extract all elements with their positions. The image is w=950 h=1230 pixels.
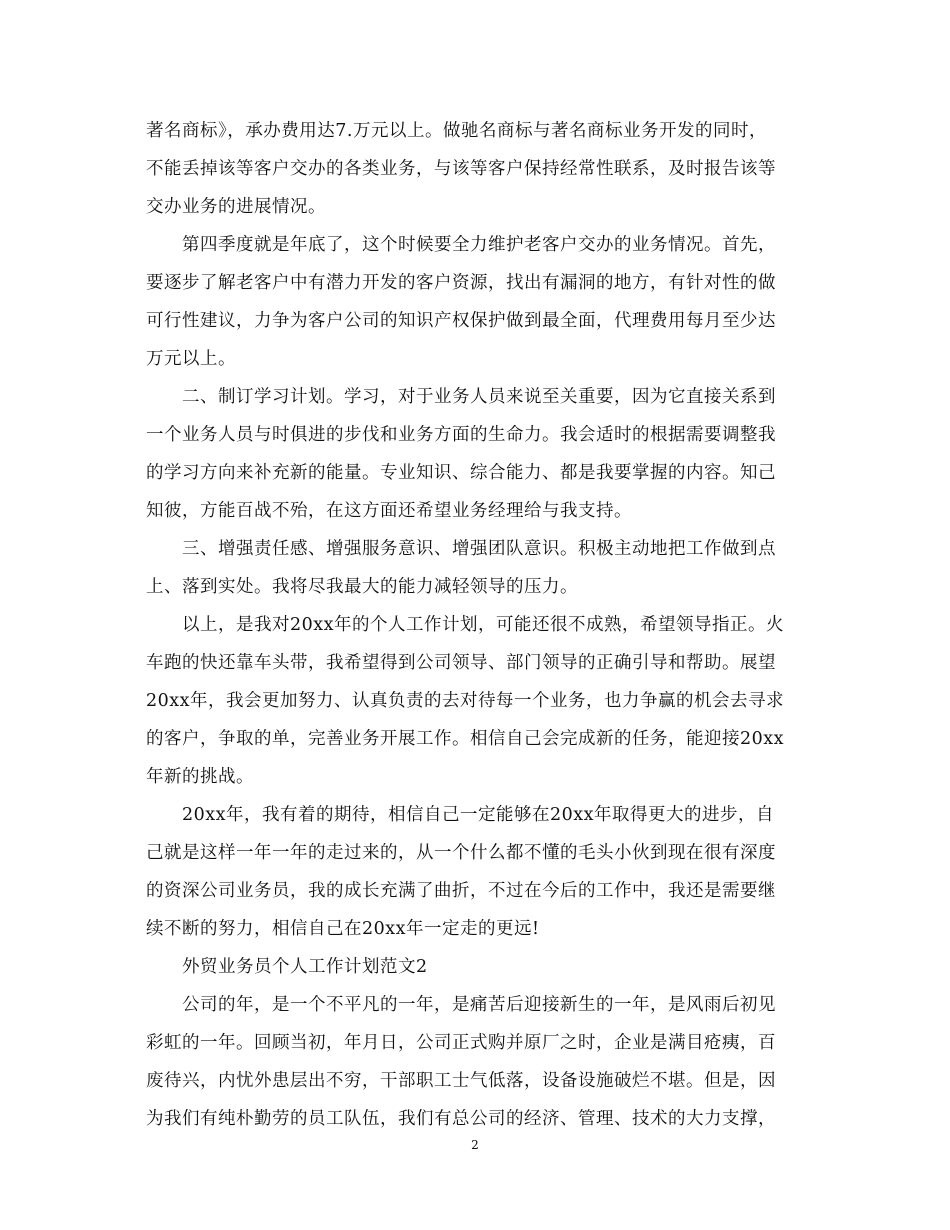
text-line: 己就是这样一年一年的走过来的，从一个什么都不懂的毛头小伙到现在很有深度 (146, 843, 776, 863)
text-line: 著名商标》，承办费用达7.万元以上。做驰名商标与著名商标业务开发的同时， (146, 121, 767, 141)
page-number: 2 (471, 1138, 479, 1152)
text-line: 为我们有纯朴勤劳的员工队伍，我们有总公司的经济、管理、技术的大力支撑， (146, 1109, 776, 1129)
text-line: 年新的挑战。 (146, 767, 254, 787)
text-line: 要逐步了解老客户中有潜力开发的客户资源，找出有漏洞的地方，有针对性的做 (146, 273, 776, 293)
text-line: 公司的年，是一个不平凡的一年，是痛苦后迎接新生的一年，是风雨后初见 (182, 995, 776, 1015)
text-line: 二、制订学习计划。学习，对于业务人员来说至关重要，因为它直接关系到 (182, 387, 776, 407)
text-line: 续不断的努力，相信自己在20xx年一定走的更远! (146, 919, 540, 939)
text-line: 彩虹的一年。回顾当初，年月日，公司正式购并原厂之时，企业是满目疮痍，百 (146, 1033, 776, 1053)
text-line: 的客户，争取的单，完善业务开展工作。相信自己会完成新的任务，能迎接20xx (146, 729, 785, 749)
text-line: 万元以上。 (146, 349, 236, 369)
text-line: 三、增强责任感、增强服务意识、增强团队意识。积极主动地把工作做到点 (182, 539, 776, 559)
document-body (146, 112, 816, 1138)
text-line: 以上，是我对20xx年的个人工作计划，可能还很不成熟，希望领导指正。火 (182, 615, 785, 635)
text-line: 一个业务人员与时俱进的步伐和业务方面的生命力。我会适时的根据需要调整我 (146, 425, 776, 445)
text-line: 可行性建议，力争为客户公司的知识产权保护做到最全面，代理费用每月至少达 (146, 311, 776, 331)
text-line: 20xx年，我会更加努力、认真负责的去对待每一个业务，也力争赢的机会去寻求 (146, 691, 785, 711)
text-line: 知彼，方能百战不殆，在这方面还希望业务经理给与我支持。 (146, 501, 632, 521)
section-heading: 外贸业务员个人工作计划范文2 (182, 957, 428, 977)
text-line: 废待兴，内忧外患层出不穷，干部职工士气低落，设备设施破烂不堪。但是，因 (146, 1071, 776, 1091)
text-line: 第四季度就是年底了，这个时候要全力维护老客户交办的业务情况。首先， (182, 235, 776, 255)
text-line: 的资深公司业务员，我的成长充满了曲折，不过在今后的工作中，我还是需要继 (146, 881, 776, 901)
text-line: 20xx年，我有着的期待，相信自己一定能够在20xx年取得更大的进步，自 (182, 805, 775, 825)
text-line: 车跑的快还靠车头带，我希望得到公司领导、部门领导的正确引导和帮助。展望 (146, 653, 776, 673)
text-line: 的学习方向来补充新的能量。专业知识、综合能力、都是我要掌握的内容。知己 (146, 463, 776, 483)
text-line: 上、落到实处。我将尽我最大的能力减轻领导的压力。 (146, 577, 578, 597)
text-line: 不能丢掉该等客户交办的各类业务，与该等客户保持经常性联系，及时报告该等 (146, 159, 776, 179)
text-line: 交办业务的进展情况。 (146, 197, 326, 217)
